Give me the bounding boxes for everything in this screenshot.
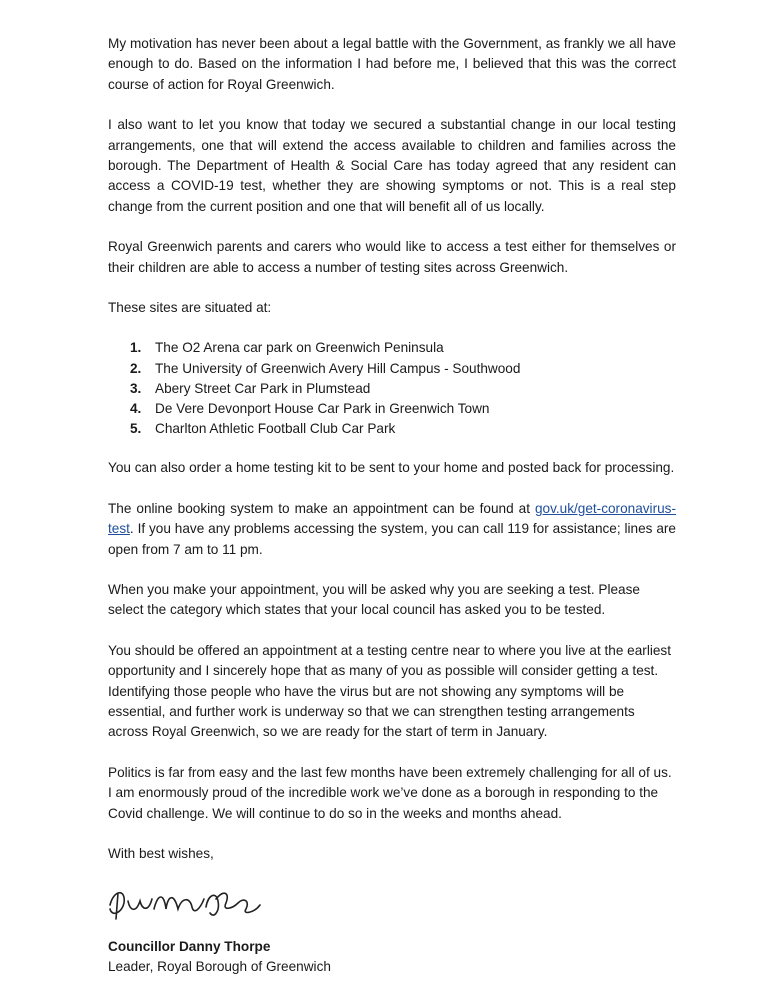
booking-text-start: The online booking system to make an appointment can be found at [108, 500, 535, 516]
paragraph-politics: Politics is far from easy and the last few months have been extremely challenging for all of us. I am enormously proud of the incredible work we’ve done as a borough in responding to the Covid challenge. We will continue to do so in the weeks and months ahead. [108, 764, 672, 821]
list-item-text: De Vere Devonport House Car Park in Greenwich Town [155, 401, 490, 417]
letter-body [108, 34, 676, 977]
list-item-number: 4. [130, 401, 142, 417]
list-item-number: 2. [130, 360, 142, 376]
list-item-number: 3. [130, 380, 142, 396]
paragraph-offer: You should be offered an appointment at a testing centre near to where you live at the earliest opportunity and I sincerely hope that as many of you as possible will consider getting a test. Identifying those people who have the virus but are not showing any symptoms will be essential, and further work is underway so that we can strengthen testing arrangements across Royal Greenwich, so we are ready for the start of term in January. [108, 642, 672, 740]
list-item-text: The University of Greenwich Avery Hill Campus - Southwood [155, 360, 521, 376]
list-item [130, 379, 676, 399]
paragraph-testing-change: I also want to let you know that today we secured a substantial change in our local testing arrangements, one that will extend the access available to children and families across the borough. The Department of Health & Social Care has today agreed that any resident can access a COVID-19 test, whether they are showing symptoms or not. This is a real step change from the current position and one that will benefit all of us locally. [108, 117, 676, 214]
signature-icon [104, 879, 284, 927]
booking-link[interactable]: gov.uk/get-coronavirus-test [108, 500, 676, 537]
list-item [130, 399, 676, 419]
signer-title: Leader, Royal Borough of Greenwich [108, 958, 331, 974]
list-item [130, 419, 676, 439]
paragraph-appointment: When you make your appointment, you will be asked why you are seeking a test. Please select the category which states that your local council has asked you to be tested. [108, 582, 640, 618]
testing-sites-list [108, 338, 676, 439]
list-item [130, 338, 676, 358]
list-item-text: Charlton Athletic Football Club Car Park [155, 421, 396, 437]
list-item-text: The O2 Arena car park on Greenwich Peninsula [155, 340, 444, 356]
paragraph-motivation: My motivation has never been about a legal battle with the Government, as frankly we all have enough to do. Based on the information I had before me, I believed that this was the correct course of action for Royal Greenwich. [108, 36, 676, 92]
list-item [130, 359, 676, 379]
booking-text-end: . If you have any problems accessing the system, you can call 119 for assistance; lines are open from 7 am to 11 pm. [108, 521, 676, 557]
list-item-number: 5. [130, 421, 142, 437]
list-item-number: 1. [130, 340, 142, 356]
signer-name: Councillor Danny Thorpe [108, 938, 271, 954]
paragraph-parents-carers: Royal Greenwich parents and carers who would like to access a test either for themselves or their children are able to access a number of testing sites across Greenwich. [108, 239, 676, 275]
list-item-text: Abery Street Car Park in Plumstead [155, 380, 371, 396]
closing-line: With best wishes, [108, 846, 214, 862]
paragraph-home-kit: You can also order a home testing kit to be sent to your home and posted back for processing. [108, 460, 675, 476]
paragraph-sites-intro: These sites are situated at: [108, 300, 272, 316]
paragraph-booking [108, 499, 676, 560]
